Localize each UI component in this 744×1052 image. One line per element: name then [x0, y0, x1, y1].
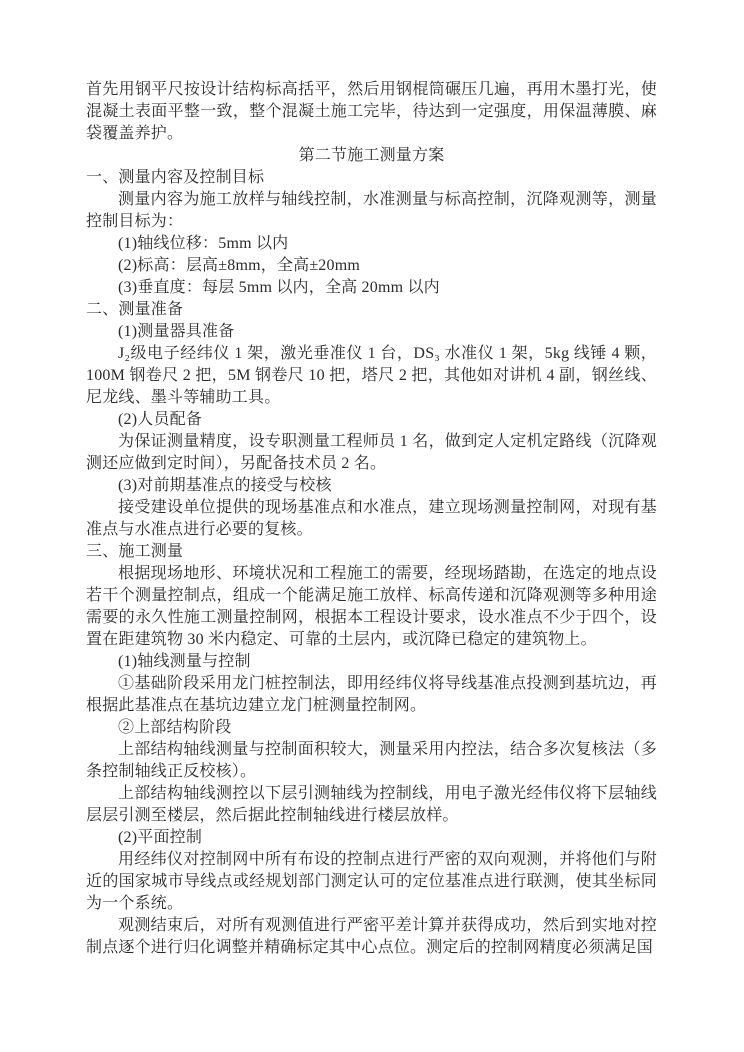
- paragraph-personnel-detail: 为保证测量精度，设专职测量工程师员 1 名，做到定人定机定路线（沉降观测还应做到定时间），另配备技术员 2 名。: [86, 433, 657, 472]
- list-item-plane-control: (2)平面控制: [118, 829, 203, 846]
- list-item-axis-displacement: (1)轴线位移：5mm 以内: [118, 235, 289, 252]
- paragraph-superstructure-method: 上部结构轴线测量与控制面积较大，测量采用内控法，结合多次复核法（多条控制轴线正反校核）。: [86, 741, 657, 780]
- list-item-elevation-tolerance: (2)标高：层高±8mm，全高±20mm: [118, 257, 361, 274]
- list-item-benchmark-acceptance: (3)对前期基准点的接受与校核: [118, 477, 332, 494]
- paragraph-control-network-setup: 根据现场地形、环境状况和工程施工的需要，经现场踏勘，在选定的地点设若干个测量控制点，组成一个能满足施工放样、标高传递和沉降观测等多种用途需要的永久性施工测量控制网，根据本工程设计要求，设水准点不少于四个，设置在距建筑物 30 米内稳定、可靠的土层内，或沉降已稳定的建筑物上。: [86, 565, 657, 648]
- list-item-personnel-allocation: (2)人员配备: [118, 411, 203, 428]
- document-body: [86, 79, 657, 959]
- paragraph-concrete-curing-continuation: 首先用钢平尺按设计结构标高括平，然后用钢棍筒碾压几遍，再用木墨打光，使混凝土表面平整一致，整个混凝土施工完毕，待达到一定强度，用保温薄膜、麻袋覆盖养护。: [86, 81, 657, 142]
- heading-measurement-content-targets: 一、测量内容及控制目标: [86, 169, 265, 186]
- list-item-superstructure-stage: ②上部结构阶段: [118, 719, 232, 736]
- list-item-axis-survey-control: (1)轴线测量与控制: [118, 653, 251, 670]
- paragraph-plane-control-observation: 用经纬仪对控制网中所有布设的控制点进行严密的双向观测，并将他们与附近的国家城市导线点或经规划部门测定认可的定位基准点进行联测，使其坐标同为一个系统。: [86, 851, 657, 912]
- paragraph-measurement-content: 测量内容为施工放样与轴线控制，水准测量与标高控制，沉降观测等，测量控制目标为：: [86, 191, 657, 230]
- paragraph-adjustment-calculation: 观测结束后，对所有观测值进行严密平差计算并获得成功，然后到实地对控制点逐个进行归化调整并精确标定其中心点位。测定后的控制网精度必须满足国: [86, 917, 657, 956]
- paragraph-superstructure-axis-transfer: 上部结构轴线测控以下层引测轴线为控制线，用电子激光经伟仪将下层轴线层层引测至楼层，然后据此控制轴线进行楼层放样。: [86, 785, 657, 824]
- paragraph-foundation-stage: ①基础阶段采用龙门桩控制法，即用经纬仪将导线基准点投测到基坑边，再根据此基准点在基坑边建立龙门桩测量控制网。: [86, 675, 657, 714]
- paragraph-benchmark-acceptance-detail: 接受建设单位提供的现场基准点和水准点，建立现场测量控制网，对现有基准点与水准点进行必要的复核。: [86, 499, 657, 538]
- list-item-instrument-preparation: (1)测量器具准备: [118, 323, 235, 340]
- heading-measurement-preparation: 二、测量准备: [86, 301, 184, 318]
- heading-construction-survey: 三、施工测量: [86, 543, 184, 560]
- paragraph-instrument-list: J₂级电子经纬仪 1 架，激光垂准仪 1 台，DS₃ 水准仪 1 架，5kg 线锤 4 颗，100M 钢卷尺 2 把，5M 钢卷尺 10 把，塔尺 2 把，其他如对讲机 4 副，钢丝线、尼龙线、墨斗等辅助工具。: [86, 345, 657, 406]
- section-title: 第二节施工测量方案: [298, 147, 445, 164]
- list-item-verticality-tolerance: (3)垂直度：每层 5mm 以内，全高 20mm 以内: [118, 279, 440, 296]
